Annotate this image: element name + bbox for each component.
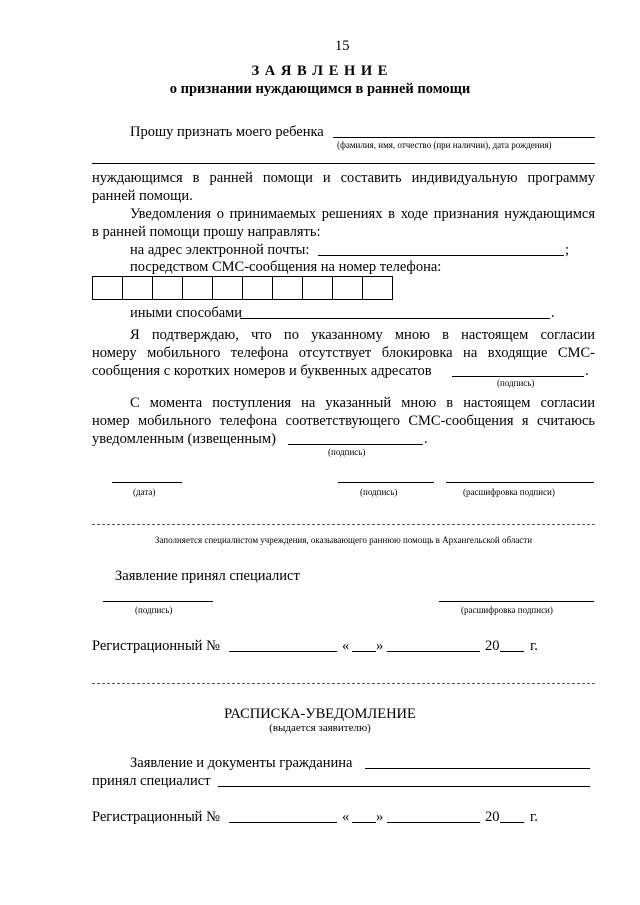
receipt-title: РАСПИСКА-УВЕДОМЛЕНИЕ xyxy=(224,706,416,722)
registration-month-field-2[interactable] xyxy=(387,822,480,823)
receipt-docs-text: Заявление и документы гражданина xyxy=(130,755,353,771)
phone-digit-cell[interactable] xyxy=(362,276,393,300)
phone-digit-cell[interactable] xyxy=(332,276,363,300)
registration-day-field-2[interactable] xyxy=(352,822,376,823)
registration-month-field[interactable] xyxy=(387,651,480,652)
moment-line1: С момента поступления на указанный мною в настоящем согласии xyxy=(130,395,595,411)
applicant-signature-field[interactable] xyxy=(338,482,434,483)
email-semicolon: ; xyxy=(565,242,570,258)
phone-digit-cell[interactable] xyxy=(182,276,213,300)
quote-close: » xyxy=(376,638,384,654)
para1-line2: ранней помощи. xyxy=(92,188,193,204)
registration-year-field-2[interactable] xyxy=(500,822,524,823)
document-title: З А Я В Л Е Н И Е xyxy=(251,63,389,79)
applicant-decoding-caption: (расшифровка подписи) xyxy=(463,487,555,497)
phone-digit-cell[interactable] xyxy=(92,276,123,300)
notify-line2: в ранней помощи прошу направлять: xyxy=(92,224,321,240)
applicant-signature-caption: (подпись) xyxy=(360,487,398,497)
confirm-line2: номеру мобильного телефона отсутствует блокировка на входящие СМС- xyxy=(92,345,595,361)
child-name-field[interactable] xyxy=(333,137,595,138)
email-field[interactable] xyxy=(318,255,564,256)
child-name-field-continued[interactable] xyxy=(92,163,595,164)
receipt-spec-text: принял специалист xyxy=(92,773,211,789)
moment-line2: номер мобильного телефона соответствующего СМС-сообщения я считаюсь xyxy=(92,413,595,429)
year-prefix: 20 xyxy=(485,638,500,654)
phone-digit-cell[interactable] xyxy=(212,276,243,300)
phone-number-cells[interactable] xyxy=(92,276,393,300)
moment-dot: . xyxy=(424,431,428,447)
notify-line1: Уведомления о принимаемых решениях в ходе признания нуждающимся xyxy=(130,206,595,222)
applicant-decoding-field[interactable] xyxy=(446,482,594,483)
date-caption: (дата) xyxy=(133,487,156,497)
year-suffix: г. xyxy=(530,638,538,654)
registration-number-field[interactable] xyxy=(229,651,337,652)
other-methods-field[interactable] xyxy=(240,318,550,319)
moment-signature-field[interactable] xyxy=(288,444,423,445)
year-prefix-2: 20 xyxy=(485,809,500,825)
other-methods-dot: . xyxy=(551,305,555,321)
confirm-dot: . xyxy=(585,363,589,379)
registration-label: Регистрационный № xyxy=(92,638,220,654)
specialist-signature-field[interactable] xyxy=(103,601,213,602)
sms-label: посредством СМС-сообщения на номер телефона: xyxy=(130,259,442,275)
date-field[interactable] xyxy=(112,482,182,483)
registration-day-field[interactable] xyxy=(352,651,376,652)
quote-close-2: » xyxy=(376,809,384,825)
specialist-decoding-caption: (расшифровка подписи) xyxy=(461,605,553,615)
receipt-subtitle: (выдается заявителю) xyxy=(269,722,371,734)
specialist-signature-caption: (подпись) xyxy=(135,605,173,615)
moment-signature-caption: (подпись) xyxy=(328,447,366,457)
confirm-signature-caption: (подпись) xyxy=(497,378,535,388)
accepted-text: Заявление принял специалист xyxy=(115,568,300,584)
filled-by-note: Заполняется специалистом учреждения, оказывающего раннюю помощь в Архангельской области xyxy=(154,535,533,545)
page-number: 15 xyxy=(335,38,350,54)
confirm-line1: Я подтверждаю, что по указанному мною в настоящем согласии xyxy=(130,327,595,343)
other-methods-label: иными способами xyxy=(130,305,243,321)
phone-digit-cell[interactable] xyxy=(242,276,273,300)
phone-digit-cell[interactable] xyxy=(272,276,303,300)
receipt-divider xyxy=(92,683,595,684)
quote-open: « xyxy=(342,638,350,654)
child-name-caption: (фамилия, имя, отчество (при наличии), дата рождения) xyxy=(337,140,552,150)
specialist-decoding-field[interactable] xyxy=(439,601,594,602)
para1-line1: нуждающимся в ранней помощи и составить индивидуальную программу xyxy=(92,170,595,186)
document-subtitle: о признании нуждающимся в ранней помощи xyxy=(169,81,471,97)
registration-label-2: Регистрационный № xyxy=(92,809,220,825)
registration-year-field[interactable] xyxy=(500,651,524,652)
registration-number-field-2[interactable] xyxy=(229,822,337,823)
citizen-name-field[interactable] xyxy=(365,768,590,769)
receipt-specialist-field[interactable] xyxy=(218,786,590,787)
quote-open-2: « xyxy=(342,809,350,825)
phone-digit-cell[interactable] xyxy=(122,276,153,300)
request-text: Прошу признать моего ребенка xyxy=(130,124,324,140)
phone-digit-cell[interactable] xyxy=(152,276,183,300)
moment-line3: уведомленным (извещенным) xyxy=(92,431,276,447)
confirm-line3: сообщения с коротких номеров и буквенных адресатов xyxy=(92,363,432,379)
section-divider xyxy=(92,524,595,525)
email-label: на адрес электронной почты: xyxy=(130,242,310,258)
confirm-signature-field[interactable] xyxy=(452,376,584,377)
phone-digit-cell[interactable] xyxy=(302,276,333,300)
year-suffix-2: г. xyxy=(530,809,538,825)
